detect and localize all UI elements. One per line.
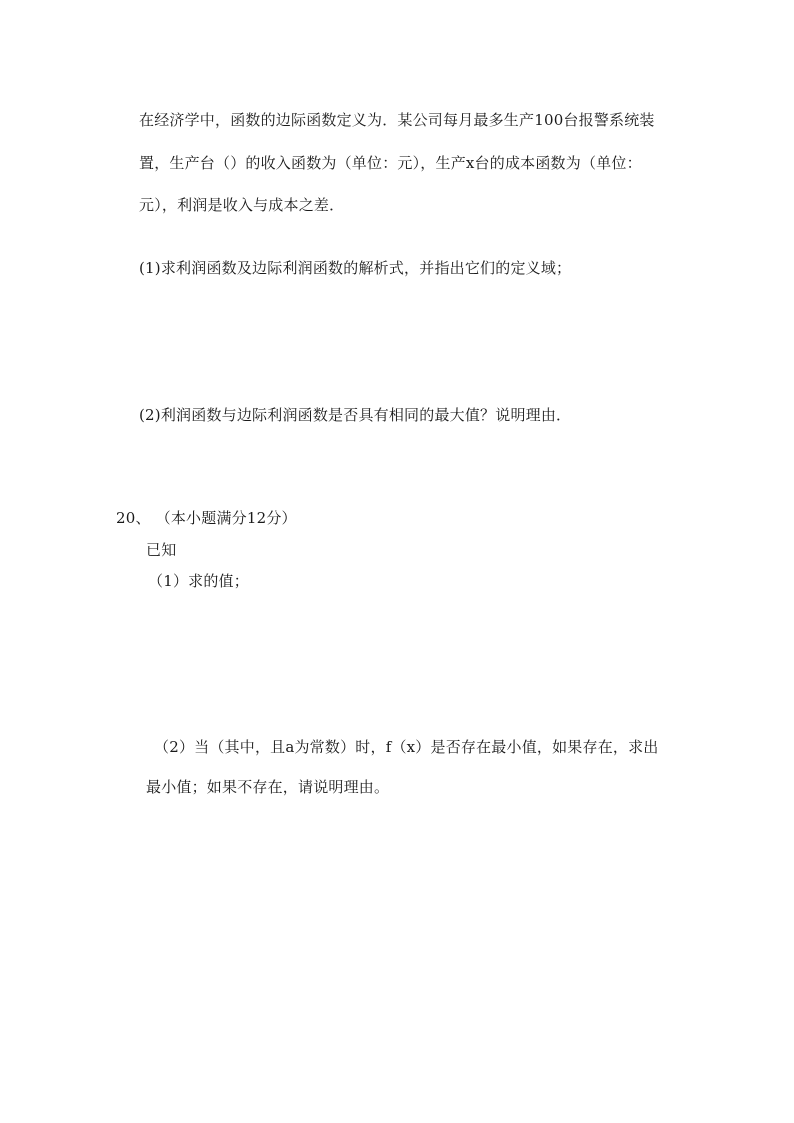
problem20-part2-line1: （2）当（其中，且a为常数）时，f（x）是否存在最小值，如果存在，求出 [154, 738, 659, 756]
problem20-header: 20、 （本小题满分12分） [116, 509, 297, 527]
problem19-intro-line2: 置，生产台（）的收入函数为（单位：元），生产x台的成本函数为（单位： [139, 154, 642, 172]
problem19-intro-line3: 元），利润是收入与成本之差． [139, 196, 345, 214]
problem19-part2: (2)利润函数与边际利润函数是否具有相同的最大值？说明理由． [139, 406, 572, 424]
problem20-given: 已知 [146, 541, 177, 559]
problem19-part1: (1)求利润函数及边际利润函数的解析式，并指出它们的定义域； [139, 259, 572, 277]
problem19-intro-line1: 在经济学中，函数的边际函数定义为．某公司每月最多生产100台报警系统装 [139, 111, 655, 129]
problem20-part1: （1）求的值； [148, 572, 249, 590]
problem20-part2-line2: 最小值；如果不存在，请说明理由。 [146, 778, 390, 796]
